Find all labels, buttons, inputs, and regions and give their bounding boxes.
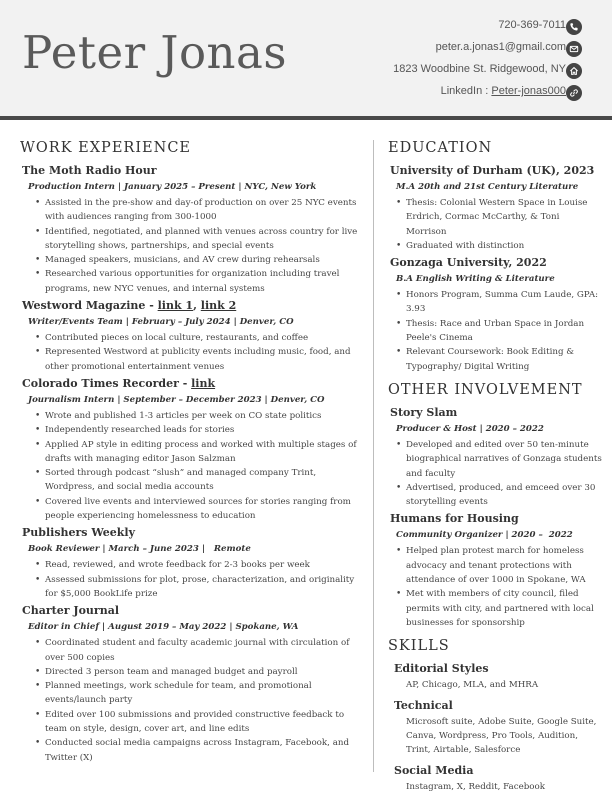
bullet: • Thesis: Race and Urban Space in Jordan Peele's Cinema <box>406 317 602 346</box>
school-name: Gonzaga University, 2022 <box>390 256 547 270</box>
job-org-name: Colorado Times Recorder - <box>22 376 192 390</box>
bullet: • Applied AP style in editing process and worked with multiple stages of drafts with managing editor Jason Salzman <box>45 438 362 467</box>
bullet: • Advertised, produced, and emceed over 30 storytelling events <box>406 481 602 510</box>
job-westword <box>20 298 362 374</box>
bullet: • Contributed pieces on local culture, restaurants, and coffee <box>45 331 362 345</box>
email-text[interactable]: peter.a.jonas1@gmail.com <box>435 41 566 53</box>
header-band <box>0 0 612 116</box>
school-durham <box>388 163 602 253</box>
involvement-role: Community Organizer | 2020 – 2022 <box>396 530 573 541</box>
job-charter-journal <box>20 603 362 765</box>
bullet: • Planned meetings, work schedule for team, and promotional events/launch party <box>45 679 362 708</box>
work-experience-section <box>20 138 362 767</box>
job-org: The Moth Radio Hour <box>22 164 157 177</box>
link-icon <box>566 85 582 101</box>
link-separator: , <box>193 299 201 313</box>
bullet: • Managed speakers, musicians, and AV crew during rehearsals <box>45 253 362 267</box>
job-org <box>22 376 362 392</box>
job-publishers-weekly <box>20 525 362 601</box>
involvement-humans-for-housing <box>388 511 602 630</box>
skill-group-name: Editorial Styles <box>394 662 489 676</box>
skill-group-value: Microsoft suite, Adobe Suite, Google Suite, Canva, Wordpress, Pro Tools, Audition, Trint, Airtable, Salesforce <box>406 717 597 756</box>
skill-group-value: AP, Chicago, MLA, and MHRA <box>406 680 539 691</box>
education-heading: EDUCATION <box>388 140 493 156</box>
work-experience-heading: WORK EXPERIENCE <box>20 140 191 156</box>
bullet: • Relevant Coursework: Book Editing & Typography/ Digital Writing <box>406 345 602 374</box>
school-bullets <box>388 288 602 374</box>
right-column <box>388 138 602 800</box>
bullet: • Assessed submissions for plot, prose, characterization, and originality for $5,000 BookLife prize <box>45 573 362 602</box>
involvement-story-slam <box>388 405 602 509</box>
involvement-role: Producer & Host | 2020 – 2022 <box>396 423 544 434</box>
link-1[interactable]: link 1 <box>157 299 194 313</box>
job-bullets <box>20 331 362 374</box>
phone-icon <box>566 19 582 35</box>
header-rule <box>0 116 612 120</box>
job-role: Writer/Events Team | February – July 2024 | Denver, CO <box>28 317 294 328</box>
job-moth <box>20 163 362 296</box>
bullet: • Met with members of city council, filed permits with city, and partnered with local businesses for sponsorship <box>406 587 602 630</box>
address-text: 1823 Woodbine St. Ridgewood, NY <box>393 63 566 75</box>
degree: M.A 20th and 21st Century Literature <box>396 182 579 192</box>
job-bullets <box>20 409 362 523</box>
job-role: Journalism Intern | September – December 2023 | Denver, CO <box>28 394 325 405</box>
job-org <box>22 298 362 314</box>
bullet: • Coordinated student and faculty academic journal with circulation of over 500 copies <box>45 636 362 665</box>
degree: B.A English Writing & Literature <box>396 274 555 285</box>
involvement-org: Story Slam <box>390 405 458 419</box>
involvement-heading: OTHER INVOLVEMENT <box>388 381 583 398</box>
bullet: • Covered live events and interviewed sources for stories ranging from people experiencing homelessness to education <box>45 495 362 524</box>
bullet: • Independently researched leads for stories <box>45 423 362 437</box>
skills-section <box>388 636 602 794</box>
job-bullets <box>20 636 362 765</box>
bullet: • Honors Program, Summa Cum Laude, GPA: 3.93 <box>406 288 602 317</box>
bullet: • Directed 3 person team and managed budget and payroll <box>45 665 362 679</box>
skill-group-value: Instagram, X, Reddit, Facebook <box>406 782 546 793</box>
school-gonzaga <box>388 255 602 374</box>
job-org: Charter Journal <box>22 604 120 618</box>
bullet: • Wrote and published 1-3 articles per week on CO state politics <box>45 409 362 423</box>
bullet: • Sorted through podcast “slush” and managed company Trint, Wordpress, and social media accounts <box>45 466 362 495</box>
job-org: Publishers Weekly <box>22 526 135 540</box>
bullet: • Conducted social media campaigns across Instagram, Facebook, and Twitter (X) <box>45 736 362 765</box>
resume-name: Peter Jonas <box>22 26 287 79</box>
linkedin-line <box>441 85 566 97</box>
skill-group-name: Social Media <box>394 764 474 778</box>
bullet: • Read, reviewed, and wrote feedback for 2-3 books per week <box>45 558 362 572</box>
bullet: • Assisted in the pre-show and day-of production on over 25 NYC events with audiences ranging from 300-1000 <box>45 196 362 225</box>
bullet: • Thesis: Colonial Western Space in Louise Erdrich, Cormac McCarthy, & Toni Morrison <box>406 196 602 239</box>
home-icon <box>566 63 582 79</box>
phone-text: 720-369-7011 <box>498 19 566 31</box>
linkedin-label: LinkedIn : <box>440 85 492 97</box>
involvement-bullets <box>388 544 602 630</box>
job-role: Book Reviewer | March – June 2023 | Remote <box>28 544 251 555</box>
job-org-name: Westword Magazine - <box>22 299 158 313</box>
skills-heading: SKILLS <box>388 638 450 655</box>
link[interactable]: link <box>191 376 216 390</box>
involvement-org: Humans for Housing <box>390 512 519 526</box>
education-section <box>388 138 602 374</box>
bullet: • Represented Westword at publicity events including music, food, and other promotional entertainment venues <box>45 345 362 374</box>
link-2[interactable]: link 2 <box>200 299 237 313</box>
email-icon <box>566 41 582 57</box>
bullet: • Graduated with distinction <box>406 239 602 253</box>
job-colorado-times <box>20 376 362 523</box>
bullet: • Helped plan protest march for homeless advocacy and tenant protections with attendance of over 1000 in Spokane, WA <box>406 544 602 587</box>
involvement-bullets <box>388 438 602 509</box>
job-role: Editor in Chief | August 2019 – May 2022 | Spokane, WA <box>28 622 299 633</box>
school-name: University of Durham (UK), 2023 <box>390 164 595 177</box>
job-bullets <box>20 558 362 601</box>
bullet: • Developed and edited over 50 ten-minute biographical narratives of Gonzaga students and faculty <box>406 438 602 481</box>
job-bullets <box>20 196 362 296</box>
job-role: Production Intern | January 2025 – Present | NYC, New York <box>28 182 317 192</box>
school-bullets <box>388 196 602 253</box>
bullet: • Identified, negotiated, and planned with venues across country for live storytelling shows, partnerships, and special events <box>45 225 362 254</box>
column-divider <box>373 140 374 772</box>
involvement-section <box>388 380 602 630</box>
linkedin-link[interactable]: Peter-jonas000 <box>491 85 566 97</box>
skill-group-name: Technical <box>394 699 453 713</box>
bullet: • Edited over 100 submissions and provided constructive feedback to team on style, design, cover art, and line edits <box>45 708 362 737</box>
bullet: • Researched various opportunities for organization including travel programs, new NYC venues, and internal systems <box>45 267 362 296</box>
